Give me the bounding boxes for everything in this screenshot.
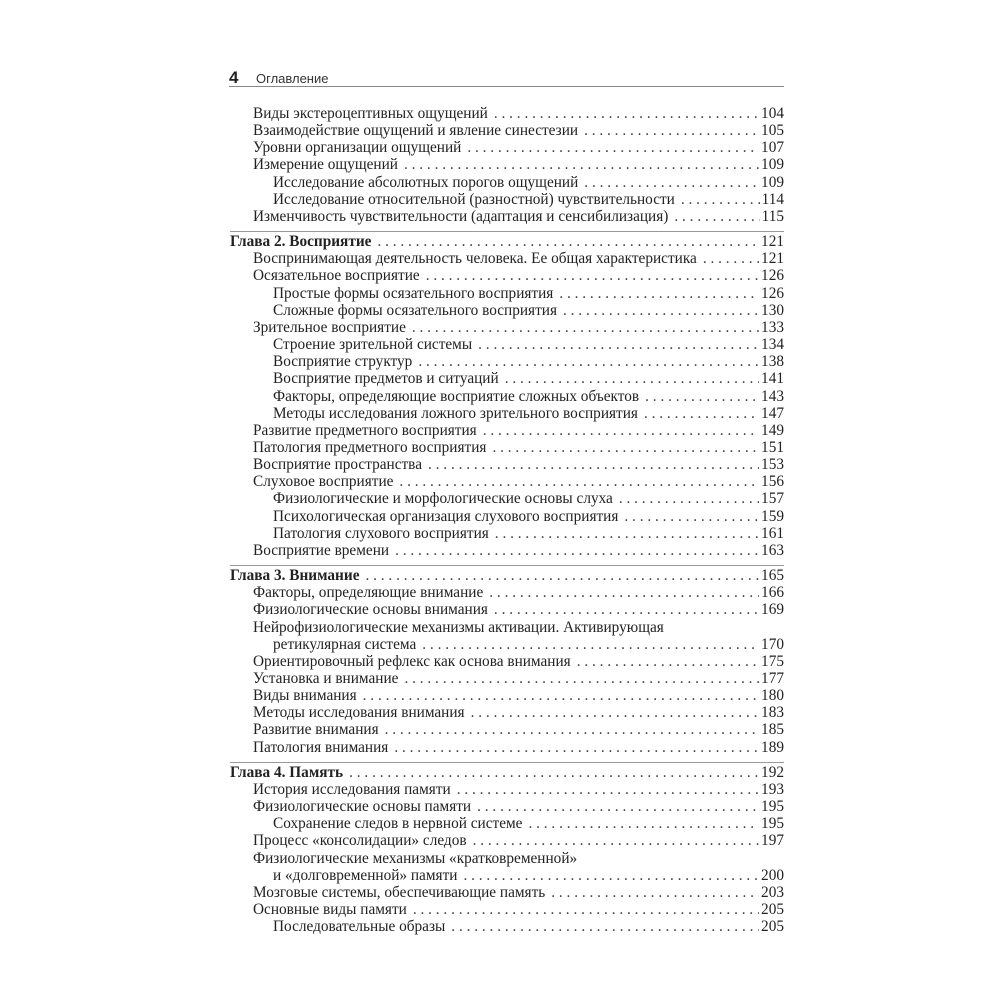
- dot-leader: [467, 139, 759, 156]
- dot-leader: [483, 422, 759, 439]
- toc-chapter[interactable]: [230, 231, 784, 250]
- entry-title: Исследование абсолютных порогов ощущений: [273, 173, 579, 191]
- toc-entry[interactable]: [230, 302, 784, 319]
- toc-entry[interactable]: [230, 353, 784, 370]
- toc-entry[interactable]: [230, 832, 784, 849]
- dot-leader: [477, 798, 759, 815]
- toc-entry[interactable]: [230, 490, 784, 507]
- toc-entry[interactable]: [230, 721, 784, 738]
- entry-page-number: 193: [761, 780, 784, 798]
- entry-page-number: 175: [761, 652, 784, 670]
- toc-entry[interactable]: [230, 884, 784, 901]
- toc-entry[interactable]: [230, 122, 784, 139]
- table-of-contents: [230, 105, 784, 935]
- entry-title: Виды внимания: [253, 687, 357, 705]
- entry-page-number: 177: [761, 670, 784, 687]
- entry-page-number: 105: [761, 122, 784, 140]
- dot-leader: [674, 208, 759, 225]
- dot-leader: [494, 601, 759, 618]
- toc-entry[interactable]: [230, 456, 784, 473]
- toc-entry[interactable]: [230, 267, 784, 284]
- toc-entry[interactable]: [230, 508, 784, 525]
- dot-leader: [505, 370, 759, 387]
- entry-title: Методы исследования внимания: [253, 704, 465, 722]
- entry-title: Установка и внимание: [253, 670, 399, 687]
- entry-title: Ориентировочный рефлекс как основа внимания: [253, 652, 571, 670]
- entry-page-number: 143: [761, 387, 784, 405]
- entry-title: Уровни организации ощущений: [253, 139, 462, 157]
- toc-entry[interactable]: [230, 191, 784, 208]
- toc-entry[interactable]: [230, 525, 784, 542]
- toc-entry[interactable]: [230, 601, 784, 618]
- toc-chapter[interactable]: [230, 762, 784, 781]
- dot-leader: [385, 721, 759, 738]
- entry-title: Глава 2. Восприятие: [230, 233, 372, 251]
- entry-title: Восприятие предметов и ситуаций: [273, 370, 499, 388]
- entry-title: Слуховое восприятие: [253, 473, 394, 491]
- entry-title: Воспринимающая деятельность человека. Ее общая характеристика: [253, 250, 697, 268]
- running-header: [229, 68, 784, 87]
- entry-page-number: 170: [761, 635, 784, 653]
- toc-entry[interactable]: [230, 250, 784, 267]
- entry-page-number: 192: [761, 763, 784, 781]
- entry-title: Физиологические и морфологические основы слуха: [273, 490, 613, 508]
- entry-page-number: 163: [761, 541, 784, 559]
- entry-title: Взаимодействие ощущений и явление синестезии: [253, 122, 579, 140]
- entry-title: Патология слухового восприятия: [273, 524, 489, 542]
- entry-page-number: 195: [761, 815, 784, 833]
- dot-leader: [495, 525, 759, 542]
- entry-title: Физиологические основы внимания: [253, 601, 488, 619]
- toc-entry[interactable]: [230, 139, 784, 156]
- dot-leader: [363, 687, 759, 704]
- entry-page-number: 104: [761, 105, 784, 122]
- dot-leader: [471, 704, 759, 721]
- dot-leader: [365, 567, 759, 584]
- dot-leader: [478, 336, 759, 353]
- entry-page-number: 151: [761, 438, 784, 456]
- toc-entry-first-line: Нейрофизиологические механизмы активации. Активирующая: [253, 618, 664, 636]
- dot-leader: [577, 653, 759, 670]
- entry-page-number: 165: [761, 567, 784, 585]
- toc-entry[interactable]: [230, 370, 784, 387]
- toc-entry[interactable]: [230, 704, 784, 721]
- dot-leader: [413, 901, 759, 918]
- entry-page-number: 203: [761, 883, 784, 901]
- page-number: 4: [229, 68, 239, 87]
- entry-title: Сохранение следов в нервной системе: [273, 815, 523, 833]
- toc-entry[interactable]: [230, 319, 784, 336]
- toc-chapter[interactable]: [230, 565, 784, 584]
- toc-entry[interactable]: [230, 584, 784, 601]
- entry-page-number: 114: [761, 190, 784, 208]
- entry-title: Восприятие структур: [273, 353, 413, 371]
- dot-leader: [422, 636, 759, 653]
- entry-title: История исследования памяти: [253, 780, 451, 798]
- entry-page-number: 126: [761, 284, 784, 302]
- entry-page-number: 109: [761, 173, 784, 191]
- dot-leader: [473, 832, 759, 849]
- entry-page-number: 205: [761, 918, 784, 936]
- dot-leader: [395, 542, 759, 559]
- entry-page-number: 180: [761, 687, 784, 705]
- entry-title: Восприятие пространства: [253, 456, 422, 474]
- entry-title: и «долговременной» памяти: [273, 866, 458, 884]
- entry-title: Патология внимания: [253, 738, 389, 756]
- dot-leader: [377, 233, 759, 250]
- entry-page-number: 185: [761, 721, 784, 739]
- toc-entry[interactable]: [230, 867, 784, 884]
- entry-page-number: 121: [761, 250, 784, 268]
- entry-page-number: 157: [761, 490, 784, 508]
- entry-title: Изменчивость чувствительности (адаптация и сенсибилизация): [253, 207, 669, 225]
- entry-title: Виды экстероцептивных ощущений: [253, 105, 488, 122]
- entry-title: Восприятие времени: [253, 541, 390, 559]
- entry-title: Осязательное восприятие: [253, 267, 420, 285]
- dot-leader: [412, 319, 759, 336]
- dot-leader: [399, 473, 759, 490]
- entry-title: Развитие предметного восприятия: [253, 421, 477, 439]
- entry-title: Сложные формы осязательного восприятия: [273, 301, 557, 319]
- entry-page-number: 189: [761, 738, 784, 756]
- toc-entry[interactable]: [230, 208, 784, 225]
- dot-leader: [451, 918, 759, 935]
- entry-page-number: 205: [761, 901, 784, 919]
- dot-leader: [349, 764, 759, 781]
- toc-entry[interactable]: [230, 687, 784, 704]
- toc-entry[interactable]: [230, 405, 784, 422]
- dot-leader: [584, 122, 759, 139]
- toc-entry[interactable]: [230, 156, 784, 173]
- entry-page-number: 200: [761, 866, 784, 884]
- entry-page-number: 126: [761, 267, 784, 285]
- entry-page-number: 159: [761, 507, 784, 525]
- entry-title: Строение зрительной системы: [273, 336, 473, 354]
- dot-leader: [418, 353, 759, 370]
- toc-entry[interactable]: [230, 388, 784, 405]
- entry-title: Простые формы осязательного восприятия: [273, 284, 554, 302]
- toc-entry[interactable]: [230, 174, 784, 191]
- entry-title: ретикулярная система: [273, 635, 417, 653]
- entry-title: Глава 3. Внимание: [230, 567, 360, 585]
- toc-entry[interactable]: [230, 439, 784, 456]
- entry-title: Процесс «консолидации» следов: [253, 832, 467, 850]
- dot-leader: [394, 739, 759, 756]
- entry-page-number: 169: [761, 601, 784, 619]
- toc-entry[interactable]: [230, 670, 784, 687]
- entry-title: Психологическая организация слухового восприятия: [273, 507, 619, 525]
- toc-entry-first-line: Физиологические механизмы «кратковременной»: [253, 849, 578, 867]
- toc-entry[interactable]: [230, 636, 784, 653]
- entry-page-number: 147: [761, 404, 784, 422]
- toc-entry[interactable]: [230, 422, 784, 439]
- entry-title: Зрительное восприятие: [253, 318, 406, 336]
- entry-page-number: 121: [761, 233, 784, 251]
- dot-leader: [559, 285, 759, 302]
- toc-entry[interactable]: [230, 798, 784, 815]
- entry-page-number: 195: [761, 798, 784, 816]
- entry-page-number: 133: [761, 318, 784, 336]
- toc-entry[interactable]: [230, 336, 784, 353]
- dot-leader: [463, 867, 759, 884]
- entry-title: Физиологические основы памяти: [253, 798, 472, 816]
- entry-page-number: 138: [761, 353, 784, 371]
- dot-leader: [457, 781, 759, 798]
- entry-title: Патология предметного восприятия: [253, 438, 487, 456]
- toc-entry[interactable]: [230, 739, 784, 756]
- dot-leader: [551, 884, 759, 901]
- entry-page-number: 149: [761, 421, 784, 439]
- entry-page-number: 156: [761, 473, 784, 491]
- toc-entry[interactable]: [230, 918, 784, 935]
- toc-entry[interactable]: [230, 781, 784, 798]
- toc-entry[interactable]: [230, 473, 784, 490]
- toc-entry[interactable]: [230, 653, 784, 670]
- dot-leader: [404, 156, 759, 173]
- toc-entry[interactable]: [230, 285, 784, 302]
- entry-title: Развитие внимания: [253, 721, 379, 739]
- dot-leader: [489, 584, 759, 601]
- entry-page-number: 161: [761, 524, 784, 542]
- dot-leader: [645, 388, 759, 405]
- entry-title: Последовательные образы: [273, 918, 446, 936]
- entry-page-number: 153: [761, 456, 784, 474]
- entry-title: Факторы, определяющие восприятие сложных объектов: [273, 387, 640, 405]
- dot-leader: [528, 815, 759, 832]
- dot-leader: [492, 439, 759, 456]
- entry-page-number: 115: [761, 207, 784, 225]
- entry-page-number: 166: [761, 584, 784, 602]
- entry-page-number: 130: [761, 301, 784, 319]
- dot-leader: [428, 456, 759, 473]
- toc-entry[interactable]: [230, 815, 784, 832]
- entry-page-number: 183: [761, 704, 784, 722]
- toc-entry[interactable]: [230, 901, 784, 918]
- entry-title: Основные виды памяти: [253, 901, 407, 919]
- dot-leader: [619, 490, 759, 507]
- entry-title: Методы исследования ложного зрительного восприятия: [273, 404, 638, 422]
- dot-leader: [404, 670, 759, 687]
- dot-leader: [703, 250, 759, 267]
- dot-leader: [584, 174, 759, 191]
- entry-title: Измерение ощущений: [253, 156, 398, 174]
- dot-leader: [624, 508, 759, 525]
- dot-leader: [494, 105, 759, 122]
- entry-title: Глава 4. Память: [230, 763, 344, 781]
- running-title: Оглавление: [256, 71, 329, 86]
- dot-leader: [563, 302, 759, 319]
- dot-leader: [426, 267, 759, 284]
- entry-title: Мозговые системы, обеспечивающие память: [253, 883, 546, 901]
- entry-page-number: 134: [761, 336, 784, 354]
- toc-entry[interactable]: [230, 105, 784, 122]
- toc-entry[interactable]: [230, 542, 784, 559]
- entry-title: Факторы, определяющие внимание: [253, 584, 484, 602]
- dot-leader: [644, 405, 759, 422]
- dot-leader: [681, 191, 760, 208]
- entry-page-number: 141: [761, 370, 784, 388]
- entry-page-number: 109: [761, 156, 784, 174]
- entry-page-number: 107: [761, 139, 784, 157]
- entry-title: Исследование относительной (разностной) чувствительности: [273, 190, 675, 208]
- entry-page-number: 197: [761, 832, 784, 850]
